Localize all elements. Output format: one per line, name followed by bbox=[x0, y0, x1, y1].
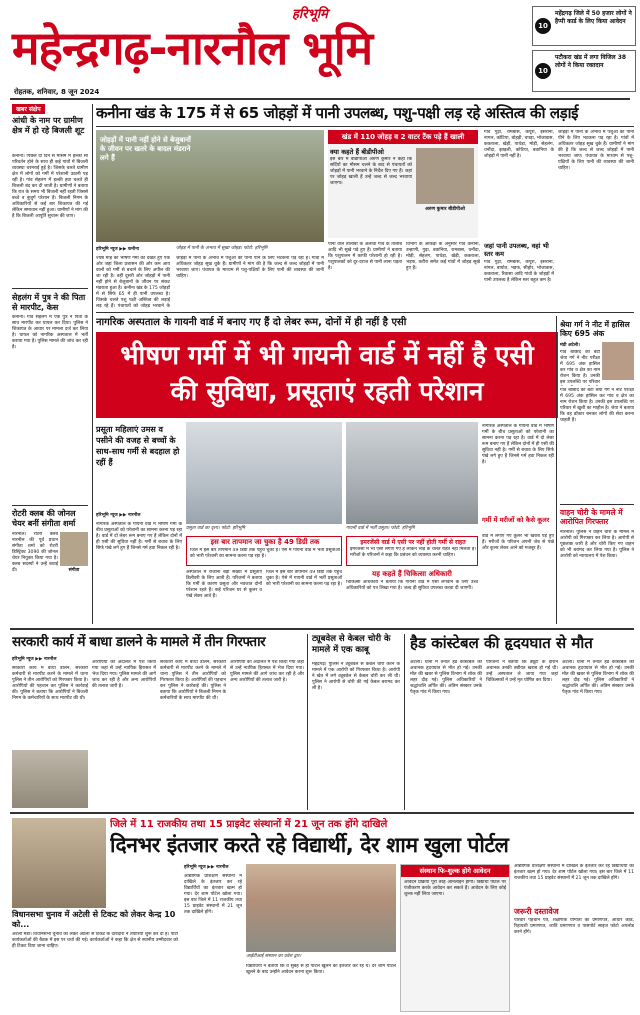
masthead-rule bbox=[10, 98, 630, 100]
admissions-body-3: औद्योगिक प्रशिक्षण संस्थानों में दाखिले के इंतजार कर रहे विद्यार्थियों का इंतजार खत्म हो गया। देर शाम पोर्टल खोला गया। इस बार जिले में 11 राजकीय तथा 15 प्राइवेट संस्थानों में 21 जून तक दाखिले होंगे। bbox=[514, 864, 634, 881]
promo-box-1 bbox=[532, 6, 636, 46]
iti-photo-caption: आईटीआई संस्थान का प्रवेश द्वार। bbox=[246, 954, 302, 959]
brand-logo: हरिभूमि bbox=[292, 7, 328, 22]
lead-photo-dry-pond bbox=[96, 130, 324, 242]
lead-subhead: जहां पानी उपलब्ध, वहां भी स्तर कम bbox=[484, 242, 549, 258]
arrests-body-2: आरोपियों को अदालत में पेश किया गया जहां से उन्हें न्यायिक हिरासत में भेज दिया गया। पुलिस मामले की आगे जांच कर रही है और अन्य आरोपियों की तलाश जारी है। bbox=[92, 660, 156, 689]
inset-question: क्या कहते हैं बीडीपीओ bbox=[330, 148, 384, 156]
lead-body-2: जोहड़ों में पानी के अभाव में पशुओं को पानी पीने के लिए भटकना पड़ रहा है। गांवों में अधिकतर जोहड़ सूख चुके हैं। ग्रामीणों ने मांग की है कि जल्द से जल्द जोहड़ों में पानी भरवाया जाए। पंचायत के माध्यम से पशु-पक्षियों के लिए पानी की व्यवस्था की जानी चाहिए। bbox=[176, 256, 324, 279]
ac-body: इमरजेंसी में भी एसी लगाए गए हैं लेकिन भीड़ के चलते राहत नहीं मिलती है। मरीजों के परिजनों ने कहा कि प्रबंधन को व्यवस्था करनी चाहिए। bbox=[350, 547, 476, 558]
brief-headline-2: सेहलंग में पुत्र ने की पिता से मारपीट, केस bbox=[12, 293, 86, 312]
documents-headline: जरूरी दस्तावेज bbox=[514, 907, 559, 916]
temp-headline: इस बार तापमान जा चुका है 49 डिग्री तक bbox=[210, 538, 320, 546]
profile-byline: मंडी अटेली। bbox=[560, 343, 580, 348]
hospital-headline-box bbox=[96, 332, 558, 418]
lead-body: ज्येष्ठ माह की भीषण गर्मी को देखते हुए एक ओर जहां जिला प्रशासन की ओर कम आय वालों को गर्मी से बचाने के लिए अपील की जा रही है। वहीं दूसरी ओर जोहड़ों में पानी नहीं होने से बेजुबानों के जीवन पर संकट मंडराता हुआ है। कनीना खंड के 175 जोहड़ों में से सिर्फ 65 में ही पानी उपलब्ध है। जिसके चलते पशु पक्षी अस्तित्व की लड़ाई लड़ रहे हैं। पंचायतों को जोहड़ भरवाने के bbox=[96, 256, 170, 308]
hospital-headline: भीषण गर्मी में भी गायनी वार्ड में नहीं है एसी की सुविधा, प्रसूताएं रहती परेशान bbox=[120, 341, 534, 407]
theft-headline: वाहन चोरी के मामले में आरोपित गिरफ्तार bbox=[560, 508, 623, 526]
hospital-pullquote: प्रसूता महिलाएं उमस व पसीने की वजह से बच्चों के साथ-साथ गर्मी से बदहाल हो रहीं हैं bbox=[96, 425, 180, 467]
lead-photo-caption: जोहड़ में पानी के अभाव में सूखा जोहड़। फोटो: हरिभूमि bbox=[176, 246, 268, 251]
right-col-separator bbox=[556, 316, 557, 624]
lead-headline: कनीना खंड के 175 में से 65 जोहड़ों में पानी उपलब्ध, पशु-पक्षी लड़ रहे अस्तित्व की लड़ाई bbox=[96, 104, 579, 122]
doctor-body: चिकित्सा अधिकारी ने बताया कि गायनी वार्ड में एसी लगवाने के लिए उच्च अधिकारियों को पत्र लिखा गया है। जल्द ही सुविधा उपलब्ध करवा दी जाएगी। bbox=[346, 580, 478, 591]
admissions-body-2: विद्यार्थियों ने बताया कि वे सुबह से ही पोर्टल खुलने का इंतजार कर रहे थे। देर शाम पोर्टल खुलने के बाद उन्होंने आवेदन करना शुरू किया। bbox=[246, 964, 396, 975]
brief-headline-3: रोटरी क्लब की जोनल चेयर बनीं संगीता शर्मा bbox=[12, 509, 76, 528]
admissions-kicker: जिले में 11 राजकीय तथा 15 प्राइवेट संस्थानों में 21 जून तक होंगे दाखिले bbox=[110, 819, 388, 830]
hospital-body-2: अस्पताल में रोजाना बड़ी संख्या में प्रसूताएं डिलीवरी के लिए आती हैं। परिजनों ने बताया कि गर्मी के कारण प्रसूता और नवजात दोनों परेशान रहते हैं। कई परिजन घर से कूलर व पंखे लेकर आते हैं। bbox=[186, 570, 262, 599]
bdpo-caption: अरुण कुमार बीडीपीओ bbox=[425, 207, 465, 212]
inset-headline: खंड में 110 जोहड़ व 2 वाटर टैंक पड़े हैं खाली bbox=[328, 130, 478, 144]
promo-1-text: महेंद्रगढ़ जिले में 50 हजार लोगों ने हैप्पी कार्ड के लिए किया आवेदन bbox=[555, 10, 632, 25]
tubewell-headline: ट्यूबवेल से केबल चोरी के मामले में एक काबू bbox=[312, 634, 391, 655]
promo-2-number: 10 bbox=[535, 63, 551, 79]
brief-headline: आंधी के नाम पर ग्रामीण क्षेत्र में हो रहे बिजली शूट bbox=[12, 116, 85, 135]
iti-gate-photo bbox=[246, 864, 396, 952]
left-col-separator bbox=[92, 104, 93, 624]
sangeeta-photo bbox=[60, 532, 88, 566]
promo-box-2 bbox=[532, 50, 636, 92]
constable-body-3: अटेली। थाना में तैनात हैड कांस्टेबल की अचानक हृदयघात से मौत हो गई। उनकी मौत की खबर से पुलिस विभाग में शोक की लहर दौड़ गई। पुलिस अधिकारियों ने श्रद्धांजलि अर्पित की। अंतिम संस्कार उनके पैतृक गांव में किया गया। bbox=[562, 660, 634, 695]
profile-headline: श्रेया गर्ग ने नीट में हासिल किए 695 अंक bbox=[560, 320, 630, 338]
lead-body-6: गांव गुढ़ा, रामबास, कपूरी, इसराना, नांगल, बाघोत, भड़फ, सीहोर, भोजावास, ककराला, रिवासा आदि गांवों के जोहड़ों में पानी उपलब्ध है लेकिन स्तर बहुत कम है। bbox=[484, 260, 554, 283]
lead-body-4: विभाग के आंकड़ों के अनुसार गांव कनीना, उन्हाणी, गुढ़ा, बवानिया, रामबास, धनौंदा, मोड़ी, सेहलंग, पाथेड़ा, खेड़ी, ककराला, भड़फ, करीरा समेत कई गांवों में जोहड़ सूखे हुए हैं। bbox=[406, 242, 480, 271]
fee-box bbox=[400, 864, 510, 1012]
brief-divider-2 bbox=[12, 505, 88, 506]
arrests-separator bbox=[307, 634, 308, 810]
hospital-body-right: नागरिक अस्पताल के गायनी वार्ड में भीषण गर्मी के बीच प्रसूताओं को परेशानी का सामना करना पड़ रहा है। वार्ड में दो लेबर रूम बनाए गए हैं लेकिन दोनों में ही एसी की सुविधा नहीं है। गर्मी से बचाव के लिए सिर्फ पंखे लगे हुए हैं जिनसे गर्म हवा निकल रही है। bbox=[482, 424, 554, 465]
constable-body: अटेली। थाना में तैनात हैड कांस्टेबल की अचानक हृदयघात से मौत हो गई। उनकी मौत की खबर से पुलिस विभाग में शोक की लहर दौड़ गई। पुलिस अधिकारियों ने श्रद्धांजलि अर्पित की। अंतिम संस्कार उनके पैतृक गांव में किया गया। bbox=[410, 660, 482, 695]
hospital-caption-1: प्रसूता वार्ड का दृश्य। फोटो: हरिभूमि bbox=[186, 526, 246, 531]
documents-body: परिवार पहचान पत्र, शैक्षणिक योग्यता का प्रमाणपत्र, आधार कार्ड, रिहायशी प्रमाणपत्र, जाति प्रमाणपत्र व पासपोर्ट साइज फोटो अपलोड करने होंगे। bbox=[514, 918, 634, 935]
hospital-body: नागरिक अस्पताल के गायनी वार्ड में भीषण गर्मी के बीच प्रसूताओं को परेशानी का सामना करना पड़ रहा है। वार्ड में दो लेबर रूम बनाए गए हैं लेकिन दोनों में ही एसी की सुविधा नहीं है। गर्मी से बचाव के लिए सिर्फ पंखे लगे हुए हैं जिनसे गर्म हवा निकल रही है। bbox=[96, 522, 182, 551]
ac-headline: इमरजेंसी वार्ड में एसी पर नहीं होती गर्मी से राहत bbox=[360, 539, 466, 546]
right-column-text: जोहड़ों में पानी के अभाव में पशुओं को पानी पीने के लिए भटकना पड़ रहा है। गांवों में अधिकतर जोहड़ सूख चुके हैं। ग्रामीणों ने मांग की है कि जल्द से जल्द जोहड़ों में पानी भरवाया जाए। पंचायत के माध्यम से पशु-पक्षियों के लिए पानी की व्यवस्था की जानी चाहिए। bbox=[558, 130, 634, 171]
doctor-headline: यह कहते हैं चिकित्सा अधिकारी bbox=[372, 570, 452, 578]
brief-body-2: कनीना। गांव सेहलंग में एक पुत्र ने पिता के साथ मारपीट कर घायल कर दिया। पुलिस ने शिकायत के आधार पर मामला दर्ज कर लिया है। घायल को नागरिक अस्पताल में भर्ती कराया गया है। पुलिस मामले की जांच कर रही है। bbox=[12, 315, 88, 350]
promo-2-text: पटौकरा खंड में लगा विजिल 38 लोगों ने किया रक्तदान bbox=[555, 54, 627, 69]
arrests-body-4: आरोपियों को अदालत में पेश किया गया जहां से उन्हें न्यायिक हिरासत में भेज दिया गया। पुलिस मामले की आगे जांच कर रही है और अन्य आरोपियों की तलाश जारी है। bbox=[230, 660, 304, 683]
profile-body: गांव बाछौद की बेटी श्रेया गर्ग ने नीट परीक्षा में 695 अंक हासिल कर गांव व क्षेत्र का नाम रोशन किया है। उनकी इस उपलब्धि पर परिवार bbox=[560, 350, 600, 385]
ac-box bbox=[346, 536, 478, 566]
arrests-photo bbox=[12, 750, 88, 808]
mid-rule bbox=[10, 628, 634, 630]
theft-body: नारनौल। पुलिस ने वाहन चोरी के मामले में आरोपी को गिरफ्तार कर लिया है। आरोपी से पूछताछ जारी है और चोरी किए गए वाहन को भी बरामद कर लिया गया है। पुलिस ने आरोपी को न्यायालय में पेश किया। bbox=[560, 530, 634, 559]
admissions-body: औद्योगिक प्रशिक्षण संस्थानों में दाखिले के इंतजार कर रहे विद्यार्थियों का इंतजार खत्म हो गया। देर शाम पोर्टल खोला गया। इस बार जिले में 11 राजकीय तथा 15 प्राइवेट संस्थानों में 21 जून तक दाखिले होंगे। bbox=[184, 874, 242, 915]
cooler-headline: गर्मी में मरीजों को कैसे कूलर bbox=[482, 516, 550, 524]
tubewell-separator bbox=[404, 634, 405, 810]
lead-bottom-rule bbox=[96, 312, 634, 313]
temp-body: जिले में इस बार तापमान 49 डिग्री तक पहुंच चुका है। ऐसे में गायनी वार्ड में भर्ती प्रसूताओं को भारी परेशानी का सामना करना पड़ रहा है। bbox=[190, 548, 340, 559]
profile-body-cont: गांव बाछौद की बेटी श्रेया गर्ग ने नीट परीक्षा में 695 अंक हासिल कर गांव व क्षेत्र का नाम रोशन किया है। उनकी इस उपलब्धि पर परिवार में खुशी का माहौल है। श्रेया ने बताया कि वह डॉक्टर बनकर लोगों की सेवा करना चाहती हैं। bbox=[560, 388, 634, 423]
temp-box bbox=[186, 536, 342, 566]
sangeeta-photo-caption: संगीता bbox=[68, 568, 80, 573]
hospital-photo-ward bbox=[186, 422, 342, 524]
lead-rule bbox=[96, 126, 634, 127]
dateline: रोहतक, शनिवार, 8 जून 2024 bbox=[14, 88, 100, 96]
vidhansabha-photo bbox=[12, 818, 106, 908]
lead-photo-overlay: जोहड़ों में पानी नहीं होने से बेजुबानों के जीवन पर खतरे के बादल मंडराने लगे हैं bbox=[100, 136, 191, 162]
hospital-body-3: जिले में इस बार तापमान 49 डिग्री तक पहुंच चुका है। ऐसे में गायनी वार्ड में भर्ती प्रसूताओं को भारी परेशानी का सामना करना पड़ रहा है। bbox=[266, 570, 342, 587]
tubewell-body: महेंद्रगढ़। पुलिस ने ट्यूबवेल से केबल चोरी करने के मामले में एक आरोपी को गिरफ्तार किया है। आरोपी ने खेत में लगे ट्यूबवेल से केबल चोरी कर ली थी। पुलिस ने आरोपी से चोरी की गई केबल बरामद कर ली है। bbox=[312, 662, 400, 691]
brief-divider-1 bbox=[12, 288, 88, 289]
arrests-headline: सरकारी कार्य में बाधा डालने के मामले में तीन गिरफ्तार bbox=[12, 634, 266, 650]
vidhansabha-headline: विधानसभा चुनाव में अटेली से टिकट को लेकर केन्द्र 10 को... bbox=[12, 910, 176, 929]
arrests-byline: हरिभूमि न्यूज ▶▶ नारनौल bbox=[12, 657, 57, 662]
hospital-byline: हरिभूमि न्यूज ▶▶ नारनौल bbox=[96, 513, 141, 518]
fee-box-headline: संस्थान फि-शुल्क होगे आवेदन bbox=[401, 865, 509, 877]
hospital-photo-patient bbox=[346, 422, 478, 524]
profile-photo bbox=[602, 342, 634, 380]
inset-body: इस बारे में बीडीपीओ अरुण कुमार ने कहा कि सर्दियों का मौसम चलने के बाद से पंचायतों को जोहड़ों में पानी भरवाने के निर्देश दिए गए हैं। जहां पर जोहड़ खाली हैं उन्हें जल्द से जल्द भरवाया जाएगा। bbox=[330, 157, 412, 186]
brief-label: खबर संक्षेप bbox=[12, 104, 45, 114]
admissions-byline: हरिभूमि न्यूज ▶▶ नारनौल bbox=[184, 865, 229, 870]
brief-body-3: नारनौल। रोटरी क्लब नारनौल की पूर्व प्रधान संगीता शर्मा को रोटरी डिस्ट्रिक्ट 3090 की जोनल चेयर नियुक्त किया गया है। क्लब सदस्यों ने उन्हें बधाई दी। bbox=[12, 532, 58, 573]
lead-byline: हरिभूमि न्यूज ▶▶ कनीना bbox=[96, 247, 139, 252]
masthead bbox=[0, 0, 640, 108]
right-divider bbox=[560, 504, 634, 505]
bdpo-inset bbox=[328, 130, 478, 238]
vidhansabha-body: अटेली मंडी। विधानसभा चुनाव को लेकर अटेली से टिकट के दावेदारों ने तैयारियां शुरू कर दी हैं। पार्टी कार्यकर्ताओं की बैठक में इस पर चर्चा की गई। कार्यकर्ताओं ने कहा कि क्षेत्र से स्थानीय उम्मीदवार को ही टिकट दिया जाना चाहिए। bbox=[12, 932, 178, 949]
lead-body-5: गांव गुढ़ा, रामबास, कपूरी, इसराना, नागल, कोटिया, बोहड़ी, चपड़ा, भोजावास, ककराला, खेड़ी, पाथेड़ा, मोड़ी, सेहलंग, धनौंदा, झाड़ली, कोटिया, बवानिया के जोहड़ों में पानी नहीं है। bbox=[484, 130, 554, 159]
constable-body-2: परिजनों ने बताया कि ड्यूटी के दौरान अचानक उनकी तबीयत खराब हो गई थी। उन्हें अस्पताल ले जाया गया जहां चिकित्सकों ने उन्हें मृत घोषित कर दिया। bbox=[486, 660, 558, 683]
arrests-body-3: सरकारी कार्य में बाधा डालने, सरकारी कर्मचारी से मारपीट करने के मामले में थाना पुलिस ने तीन आरोपियों को गिरफ्तार किया है। आरोपियों की पहचान कर पुलिस ने कार्रवाई की। पुलिस ने बताया कि आरोपियों ने बिजली निगम के कर्मचारियों के साथ मारपीट की थी। bbox=[160, 660, 226, 701]
constable-headline: हैड कांस्टेबल की हृदयघात से मौत bbox=[410, 634, 593, 652]
hospital-kicker: नागरिक अस्पताल के गायनी वार्ड में बनाए गए हैं दो लेबर रूम, दोनों में ही नहीं है एसी bbox=[96, 317, 407, 328]
lead-body-3: पानी वाले तालाबों के अलावा गांव के तालाब आदि भी सूखे पड़े हुए हैं। ग्रामीणों ने बताया कि पशुपालन में काफी परेशानी हो रही है। पशुपालकों को दूर-दराज से पानी लाना पड़ता है। bbox=[328, 242, 402, 271]
lower-rule bbox=[10, 812, 634, 814]
admissions-headline: दिनभर इंतजार करते रहे विद्यार्थी, देर शाम खुला पोर्टल bbox=[110, 833, 509, 857]
fee-box-body: आवेदन प्रक्रिया पूरी तरह ऑनलाइन होगी। विद्यार्थी पोर्टल पर पंजीकरण करके आवेदन कर सकते हैं। आवेदन के लिए कोई शुल्क नहीं लिया जाएगा। bbox=[404, 880, 506, 897]
hospital-caption-2: गायनी वार्ड में भर्ती प्रसूता। फोटो: हरिभूमि bbox=[346, 526, 415, 531]
arrests-body: सरकारी कार्य में बाधा डालने, सरकारी कर्मचारी से मारपीट करने के मामले में थाना पुलिस ने तीन आरोपियों को गिरफ्तार किया है। आरोपियों की पहचान कर पुलिस ने कार्रवाई की। पुलिस ने बताया कि आरोपियों ने बिजली निगम के कर्मचारियों के साथ मारपीट की थी। bbox=[12, 666, 88, 701]
bdpo-photo bbox=[416, 148, 474, 204]
brief-body: कनीना। पिछले दो दिन से मौसम में हल्का सा परिवर्तन होने के साथ ही कई गांवों में बिजली व्यवस्था चरमराई हुई है। जिसके चलते ग्रामीण क्षेत्र में लोगों को गर्मी में परेशानी उठानी पड़ रही है। गांव सेहलंग में हल्की हवा चलते ही बिजली बंद कर दी जाती है। ग्रामीणों ने बताया कि रात के समय भी बिजली नहीं रहती जिससे बच्चे व बुजुर्ग परेशान हैं। बिजली निगम के अधिकारियों से कई बार शिकायत की गई लेकिन समाधान नहीं हुआ। ग्रामीणों ने मांग की है कि बिजली आपूर्ति सुचारू की जाए। bbox=[12, 154, 88, 219]
page-title: महेन्द्रगढ़-नारनौल भूमि bbox=[12, 21, 373, 75]
cooler-body: वार्ड में लगाए गए कूलर भी खराब पड़े हुए हैं। मरीजों के परिजन अपनी जेब से पंखे और कूलर लेकर आने को मजबूर हैं। bbox=[482, 534, 554, 551]
promo-1-number: 10 bbox=[535, 18, 551, 34]
